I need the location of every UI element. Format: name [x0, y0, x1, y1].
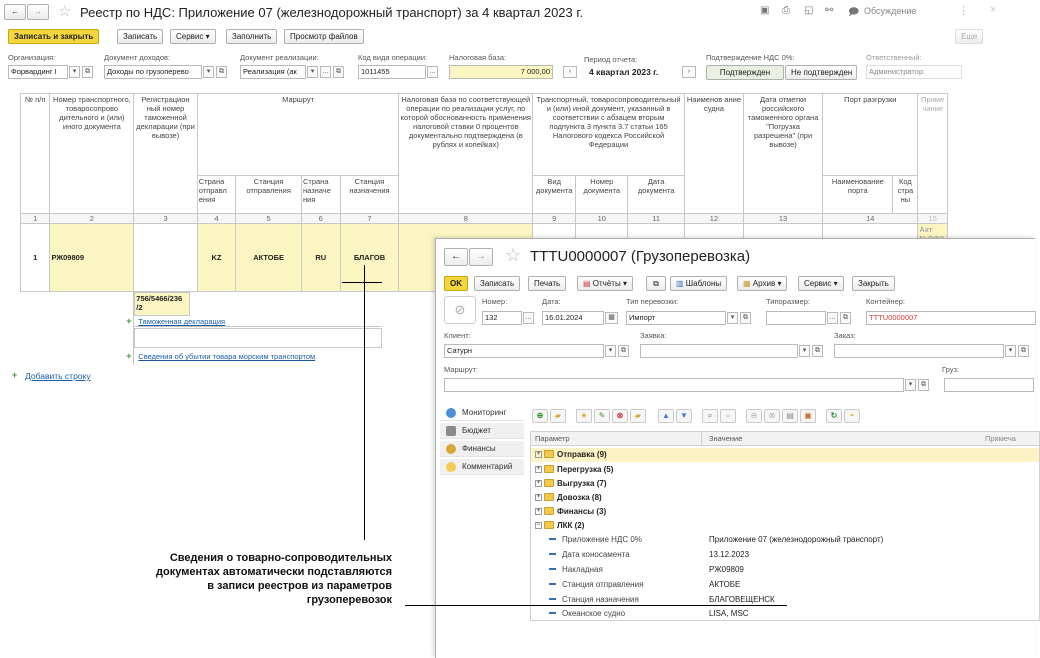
w2-order-open-icon[interactable]: ⧉ — [1018, 345, 1029, 357]
service-menu-button[interactable]: Сервис ▾ — [170, 29, 216, 44]
sale-doc-select-icon[interactable]: … — [320, 66, 331, 78]
sale-doc-field[interactable]: Реализация (ак — [240, 65, 306, 79]
tax-base-field[interactable]: 7 000,00 — [449, 65, 553, 79]
param-name: Приложение НДС 0% — [562, 535, 642, 544]
folder-label: Довозка (8) — [557, 493, 602, 502]
templates-icon: ▥ — [676, 279, 684, 288]
folder-label: Отправка (9) — [557, 450, 607, 459]
view-files-button[interactable]: Просмотр файлов — [284, 29, 364, 44]
folder-label: Финансы (3) — [557, 507, 607, 516]
side-tab-label: Финансы — [462, 444, 496, 453]
w2-size-field[interactable] — [766, 311, 826, 325]
forward-button[interactable]: → — [27, 4, 49, 20]
column-numbers-row — [21, 213, 948, 223]
cell-station-dest[interactable]: БЛАГОВ — [340, 223, 399, 291]
income-doc-dropdown-icon[interactable]: ▾ — [203, 66, 214, 78]
link-icon[interactable]: ⚯ — [825, 5, 834, 16]
header-kind: Вид документа — [533, 176, 576, 213]
sale-doc-dropdown-icon[interactable]: ▾ — [307, 66, 318, 78]
cell-doc[interactable]: РЖ09809 — [50, 223, 134, 291]
w2-type-label: Тип перевозки: — [626, 297, 679, 306]
responsible-field[interactable]: Администратор — [866, 65, 962, 79]
col-num: 15 — [918, 213, 948, 223]
folder-icon — [544, 465, 554, 473]
w2-route-open-icon[interactable]: ⧉ — [918, 379, 929, 391]
expand-plus-icon[interactable]: + — [536, 494, 541, 501]
params-grid — [530, 431, 1040, 621]
param-row[interactable] — [531, 548, 1039, 562]
w2-request-open-icon[interactable]: ⧉ — [812, 345, 823, 357]
param-bullet-icon — [549, 553, 556, 555]
add-green-icon[interactable]: ⊕ — [532, 409, 548, 423]
discussion-link[interactable]: Обсуждение — [864, 6, 917, 16]
cell-station-dep[interactable]: АКТОБЕ — [236, 223, 302, 291]
param-bullet-icon — [549, 538, 556, 540]
cell-country-dest[interactable]: RU — [301, 223, 340, 291]
period-next-icon[interactable]: › — [682, 66, 696, 78]
grid-header — [531, 432, 1039, 446]
folder-icon — [544, 507, 554, 515]
responsible-label: Ответственный: — [866, 53, 922, 62]
param-row[interactable] — [531, 533, 1039, 547]
w2-order-field[interactable] — [834, 344, 1004, 358]
w2-client-dropdown-icon[interactable]: ▾ — [605, 345, 616, 357]
search-icon[interactable]: ⌕ — [702, 409, 718, 423]
period-value: 4 квартал 2023 г. — [589, 67, 659, 77]
param-name: Дата коносамента — [562, 550, 630, 559]
side-tab-label: Бюджет — [462, 426, 491, 435]
w2-client-label: Клиент: — [444, 331, 471, 340]
side-tab-label: Мониторинг — [462, 408, 507, 417]
archive-icon: ▦ — [743, 279, 751, 288]
folder-icon — [544, 450, 554, 458]
callout-underline — [342, 282, 382, 283]
w2-save-button[interactable]: Записать — [474, 276, 520, 291]
more-vert-icon[interactable]: ⋮ — [958, 5, 969, 17]
header-note: Приме чание — [918, 94, 948, 214]
w2-client-field[interactable]: Сатурн — [444, 344, 604, 358]
tree-folder-row[interactable] — [531, 519, 584, 533]
collapse-icon[interactable]: ⊖ — [746, 409, 762, 423]
income-doc-open-icon[interactable]: ⧉ — [216, 66, 227, 78]
w2-favorite-star-icon[interactable]: ☆ — [505, 245, 522, 265]
side-tab-finance[interactable] — [440, 441, 524, 457]
w2-order-label: Заказ: — [834, 331, 856, 340]
col-num: 10 — [576, 213, 628, 223]
w2-close-button[interactable]: Закрыть — [852, 276, 895, 291]
window-title: Реестр по НДС: Приложение 07 (железнодорожный транспорт) за 4 квартал 2023 г. — [80, 5, 584, 20]
side-tab-comment[interactable] — [440, 459, 524, 475]
tree-folder-row[interactable] — [531, 463, 613, 477]
vat-confirm-label: Подтверждение НДС 0%: — [706, 53, 795, 62]
w2-size-label: Типоразмер: — [766, 297, 810, 306]
annotation-text: Сведения о товарно-сопроводительных документах автоматически подставляются в записи реестров из параметров грузоперевозок — [156, 552, 392, 606]
expand-plus-icon[interactable]: + — [536, 508, 541, 515]
add-row-plus-icon[interactable]: + — [12, 370, 18, 380]
w2-date-field[interactable]: 16.01.2024 — [542, 311, 604, 325]
op-code-select-icon[interactable]: … — [427, 66, 438, 78]
not-confirmed-toggle[interactable]: Не подтвержден — [785, 65, 857, 80]
callout-horizontal-line — [405, 605, 787, 606]
col-num: 1 — [21, 213, 50, 223]
folder-icon — [544, 493, 554, 501]
expand-plus-icon[interactable]: + — [536, 451, 541, 458]
tree-folder-row[interactable] — [531, 505, 606, 519]
side-tab-label: Комментарий — [462, 462, 513, 471]
reports-label: Отчёты — [592, 279, 621, 288]
folder-label: ЛКК (2) — [557, 521, 585, 530]
param-row[interactable] — [531, 607, 1039, 621]
search-cancel-icon[interactable]: ⌕ — [720, 409, 736, 423]
col-num: 9 — [533, 213, 576, 223]
header-doc: Номер транспортного, товаросопрово дительного и (или) иного документа — [50, 94, 134, 214]
w2-container-label: Контейнер: — [866, 297, 905, 306]
period-label: Период отчета: — [584, 55, 638, 64]
add-loss-plus-icon[interactable]: + — [126, 351, 132, 362]
cell-note[interactable]: Акт — [918, 223, 948, 291]
w2-type-dropdown-icon[interactable]: ▾ — [727, 312, 738, 324]
param-row[interactable] — [531, 578, 1039, 592]
col-num: 14 — [823, 213, 918, 223]
print-icon[interactable]: ⎙ — [782, 5, 790, 16]
header-no: № п/п — [21, 94, 50, 214]
grid-header-divider — [701, 432, 702, 446]
w2-type-field[interactable]: Импорт — [626, 311, 726, 325]
w2-back-button[interactable]: ← — [444, 248, 468, 266]
folder-icon — [544, 521, 554, 529]
add-folder-icon[interactable]: ▰ — [550, 409, 566, 423]
w2-container-field[interactable]: TTTU0000007 — [866, 311, 1036, 325]
w2-route-label: Маршрут: — [444, 365, 479, 374]
param-name: Станция назначения — [562, 595, 639, 604]
add-customs-plus-icon[interactable]: + — [126, 316, 132, 327]
w2-date-label: Дата: — [542, 297, 561, 306]
cell-no[interactable]: 1 — [21, 223, 50, 291]
w2-reports-button[interactable]: ▤ Отчёты ▾ — [577, 276, 633, 291]
col-num: 7 — [340, 213, 399, 223]
param-name: Станция отправления — [562, 580, 644, 589]
header-port: Порт разгрузки — [823, 94, 918, 176]
header-station-dest: Станция назначения — [340, 176, 399, 213]
header-docnum: Номер документа — [576, 176, 628, 213]
col-num: 4 — [197, 213, 236, 223]
w2-request-dropdown-icon[interactable]: ▾ — [799, 345, 810, 357]
param-bullet-icon — [549, 612, 556, 614]
globe-icon — [446, 408, 456, 418]
edit-pencil-icon[interactable]: ✎ — [594, 409, 610, 423]
grid-header-value[interactable]: Значение — [709, 434, 743, 443]
header-base: Налоговая база по соответствующей операции по реализации услуг, по которой обоснованность применения налоговой ставки 0 процентов документально подтверждена (в рублях и копейках) — [399, 94, 533, 214]
subrow-spacer — [21, 292, 134, 365]
org-dropdown-icon[interactable]: ▾ — [69, 66, 80, 78]
folder-label: Перегрузка (5) — [557, 465, 614, 474]
expand-plus-icon[interactable]: + — [536, 480, 541, 487]
save-and-close-button[interactable]: Записать и закрыть — [8, 29, 99, 44]
move-down-icon[interactable]: ▼ — [676, 409, 692, 423]
w2-size-open-icon[interactable]: ⧉ — [840, 312, 851, 324]
subrow-line-1 — [134, 326, 382, 327]
header-docdate: Дата документа — [628, 176, 685, 213]
discussion-icon[interactable]: 🗩 — [848, 7, 860, 18]
col-num: 2 — [50, 213, 134, 223]
archive-label: Архив — [752, 279, 776, 288]
grid-header-param[interactable]: Параметр — [535, 434, 570, 443]
delete-red-icon[interactable]: ⊗ — [612, 409, 628, 423]
w2-order-dropdown-icon[interactable]: ▾ — [1005, 345, 1016, 357]
expand-plus-icon[interactable]: + — [536, 466, 541, 473]
w2-templates-button[interactable] — [670, 276, 727, 291]
w2-number-field[interactable]: 132 — [482, 311, 522, 325]
refresh-icon[interactable]: ↻ — [826, 409, 842, 423]
cell-country-dep[interactable]: KZ — [197, 223, 236, 291]
w2-number-select-icon[interactable]: … — [523, 312, 534, 324]
header-reg: Регистрацион ный номер таможенной декларации (при вывозе) — [134, 94, 197, 214]
attachment-clip-icon[interactable]: ⊘ — [444, 296, 476, 324]
move-folder-icon[interactable]: ▰ — [630, 409, 646, 423]
tree-folder-row[interactable] — [531, 448, 1039, 462]
w2-forward-button[interactable]: → — [469, 248, 493, 266]
param-name: Океанское судно — [562, 609, 626, 618]
folder-label: Выгрузка (7) — [557, 479, 607, 488]
col-num: 13 — [743, 213, 822, 223]
preview-icon[interactable]: ◱ — [804, 5, 814, 16]
org-label: Организация: — [8, 53, 56, 62]
side-tab-budget[interactable] — [440, 423, 524, 439]
param-bullet-icon — [549, 583, 556, 585]
col-num: 11 — [628, 213, 685, 223]
more-button[interactable]: Еще — [955, 29, 983, 44]
star-icon[interactable]: ★ — [576, 409, 592, 423]
save-icon[interactable]: ▣ — [760, 5, 770, 16]
param-value: БЛАГОВЕЩЕНСК — [709, 595, 775, 604]
reg-number-cell[interactable]: 756/5466/236 /2 — [134, 292, 190, 316]
budget-icon — [446, 426, 456, 436]
col-num: 5 — [236, 213, 302, 223]
w2-request-field[interactable] — [640, 344, 798, 358]
tax-base-label: Налоговая база: — [449, 53, 507, 62]
header-vessel: Наименов ание судна — [684, 94, 743, 214]
col-num: 12 — [684, 213, 743, 223]
col-num: 6 — [301, 213, 340, 223]
income-doc-field[interactable]: Доходы по грузоперево — [104, 65, 202, 79]
w2-ok-button[interactable]: OK — [444, 276, 468, 291]
calendar-icon[interactable]: ▦ — [605, 312, 618, 324]
w2-archive-button[interactable]: ▦ Архив ▾ — [737, 276, 787, 291]
col-num: 3 — [134, 213, 197, 223]
tree-folder-row[interactable] — [531, 477, 607, 491]
copy-doc-icon[interactable]: ▤ — [782, 409, 798, 423]
cell-reg[interactable] — [134, 223, 197, 291]
param-name: Накладная — [562, 565, 603, 574]
header-portcountry: Код стра ны — [897, 177, 914, 205]
param-bullet-icon — [549, 568, 556, 570]
close-icon[interactable]: × — [990, 4, 997, 16]
expand-icon[interactable]: ⊛ — [764, 409, 780, 423]
sale-doc-label: Документ реализации: — [240, 53, 319, 62]
param-value: LISA, MSC — [709, 609, 749, 618]
service-label: Сервис — [176, 32, 204, 41]
header-transport: Транспортный, товаросопроводительный и (или) иной документ, указанный в соответствии с абзацем вторым подпункта 3 пункта 3.7 статьи 165 Налогового кодекса Российской Федерации — [533, 94, 685, 176]
header-country-dest: Страна назначе ния — [301, 176, 340, 213]
w2-service-button[interactable]: Сервис ▾ — [798, 276, 844, 291]
comment-icon — [446, 462, 456, 472]
comment-bubble-icon[interactable]: ◓ — [844, 409, 860, 423]
favorite-star-icon[interactable]: ☆ — [58, 3, 72, 20]
param-value: РЖ09809 — [709, 565, 744, 574]
w2-cargo-field[interactable] — [944, 378, 1034, 392]
w2-window-title: TTTU0000007 (Грузоперевозка) — [530, 248, 751, 265]
confirmed-toggle[interactable]: Подтвержден — [706, 65, 784, 80]
w2-route-field[interactable] — [444, 378, 904, 392]
col-num: 8 — [399, 213, 533, 223]
w2-copy-button[interactable]: ⧉ — [646, 276, 666, 291]
param-value: Приложение 07 (железнодорожный транспорт) — [709, 535, 884, 544]
reports-icon: ▤ — [583, 279, 591, 288]
w2-type-open-icon[interactable]: ⧉ — [740, 312, 751, 324]
w2-cargo-label: Груз: — [942, 365, 959, 374]
coins-icon — [446, 444, 456, 454]
org-open-icon[interactable]: ⧉ — [82, 66, 93, 78]
op-code-label: Код вида операции: — [358, 53, 428, 62]
header-country-dep: Страна отправл ения — [197, 176, 236, 213]
sale-doc-open-icon[interactable]: ⧉ — [333, 66, 344, 78]
folder-icon — [544, 479, 554, 487]
w2-route-dropdown-icon[interactable]: ▾ — [905, 379, 916, 391]
op-code-field[interactable]: 1011455 — [358, 65, 426, 79]
org-field[interactable]: Форвардинг I — [8, 65, 68, 79]
loss-info-link[interactable]: Сведения об убытии товара морским транспортом — [138, 352, 316, 362]
grid-header-note[interactable]: Примеча — [985, 434, 1016, 443]
param-bullet-icon — [549, 598, 556, 600]
fill-button[interactable]: Заполнить — [226, 29, 277, 44]
w2-size-select-icon[interactable]: … — [827, 312, 838, 324]
save-button[interactable]: Записать — [117, 29, 163, 44]
tree-folder-row[interactable] — [531, 491, 602, 505]
add-row-link[interactable]: Добавить строку — [25, 371, 91, 381]
w2-service-label: Сервис — [804, 279, 832, 288]
side-tab-monitoring[interactable] — [440, 405, 524, 421]
templates-label: Шаблоны — [685, 279, 722, 288]
header-portname: Наименование порта — [823, 176, 893, 212]
header-station-dep: Станция отправления — [236, 176, 302, 213]
back-button[interactable]: ← — [4, 4, 26, 20]
param-row[interactable] — [531, 563, 1039, 577]
report-icon[interactable]: ▣ — [800, 409, 816, 423]
w2-number-label: Номер: — [482, 297, 508, 306]
collapse-minus-icon[interactable]: − — [536, 522, 541, 529]
param-value: 13.12.2023 — [709, 550, 750, 559]
period-prev-icon[interactable]: ‹ — [563, 66, 577, 78]
header-port-sub — [823, 176, 918, 213]
income-doc-label: Документ доходов: — [104, 53, 171, 62]
w2-print-button[interactable]: Печать — [528, 276, 566, 291]
param-value: АКТОБЕ — [709, 580, 741, 589]
w2-client-open-icon[interactable]: ⧉ — [618, 345, 629, 357]
shipment-window — [435, 238, 1035, 658]
customs-declaration-link[interactable]: Таможенная декларация — [138, 317, 226, 327]
move-up-icon[interactable]: ▲ — [658, 409, 674, 423]
customs-decl-field[interactable] — [134, 328, 382, 348]
header-mark: Дата отметки российского таможенного органа "Погрузка разрешена" (при вывозе) — [743, 94, 822, 214]
header-route: Маршрут — [197, 94, 399, 176]
w2-request-label: Заявка: — [640, 331, 667, 340]
callout-vertical-line — [364, 265, 365, 540]
